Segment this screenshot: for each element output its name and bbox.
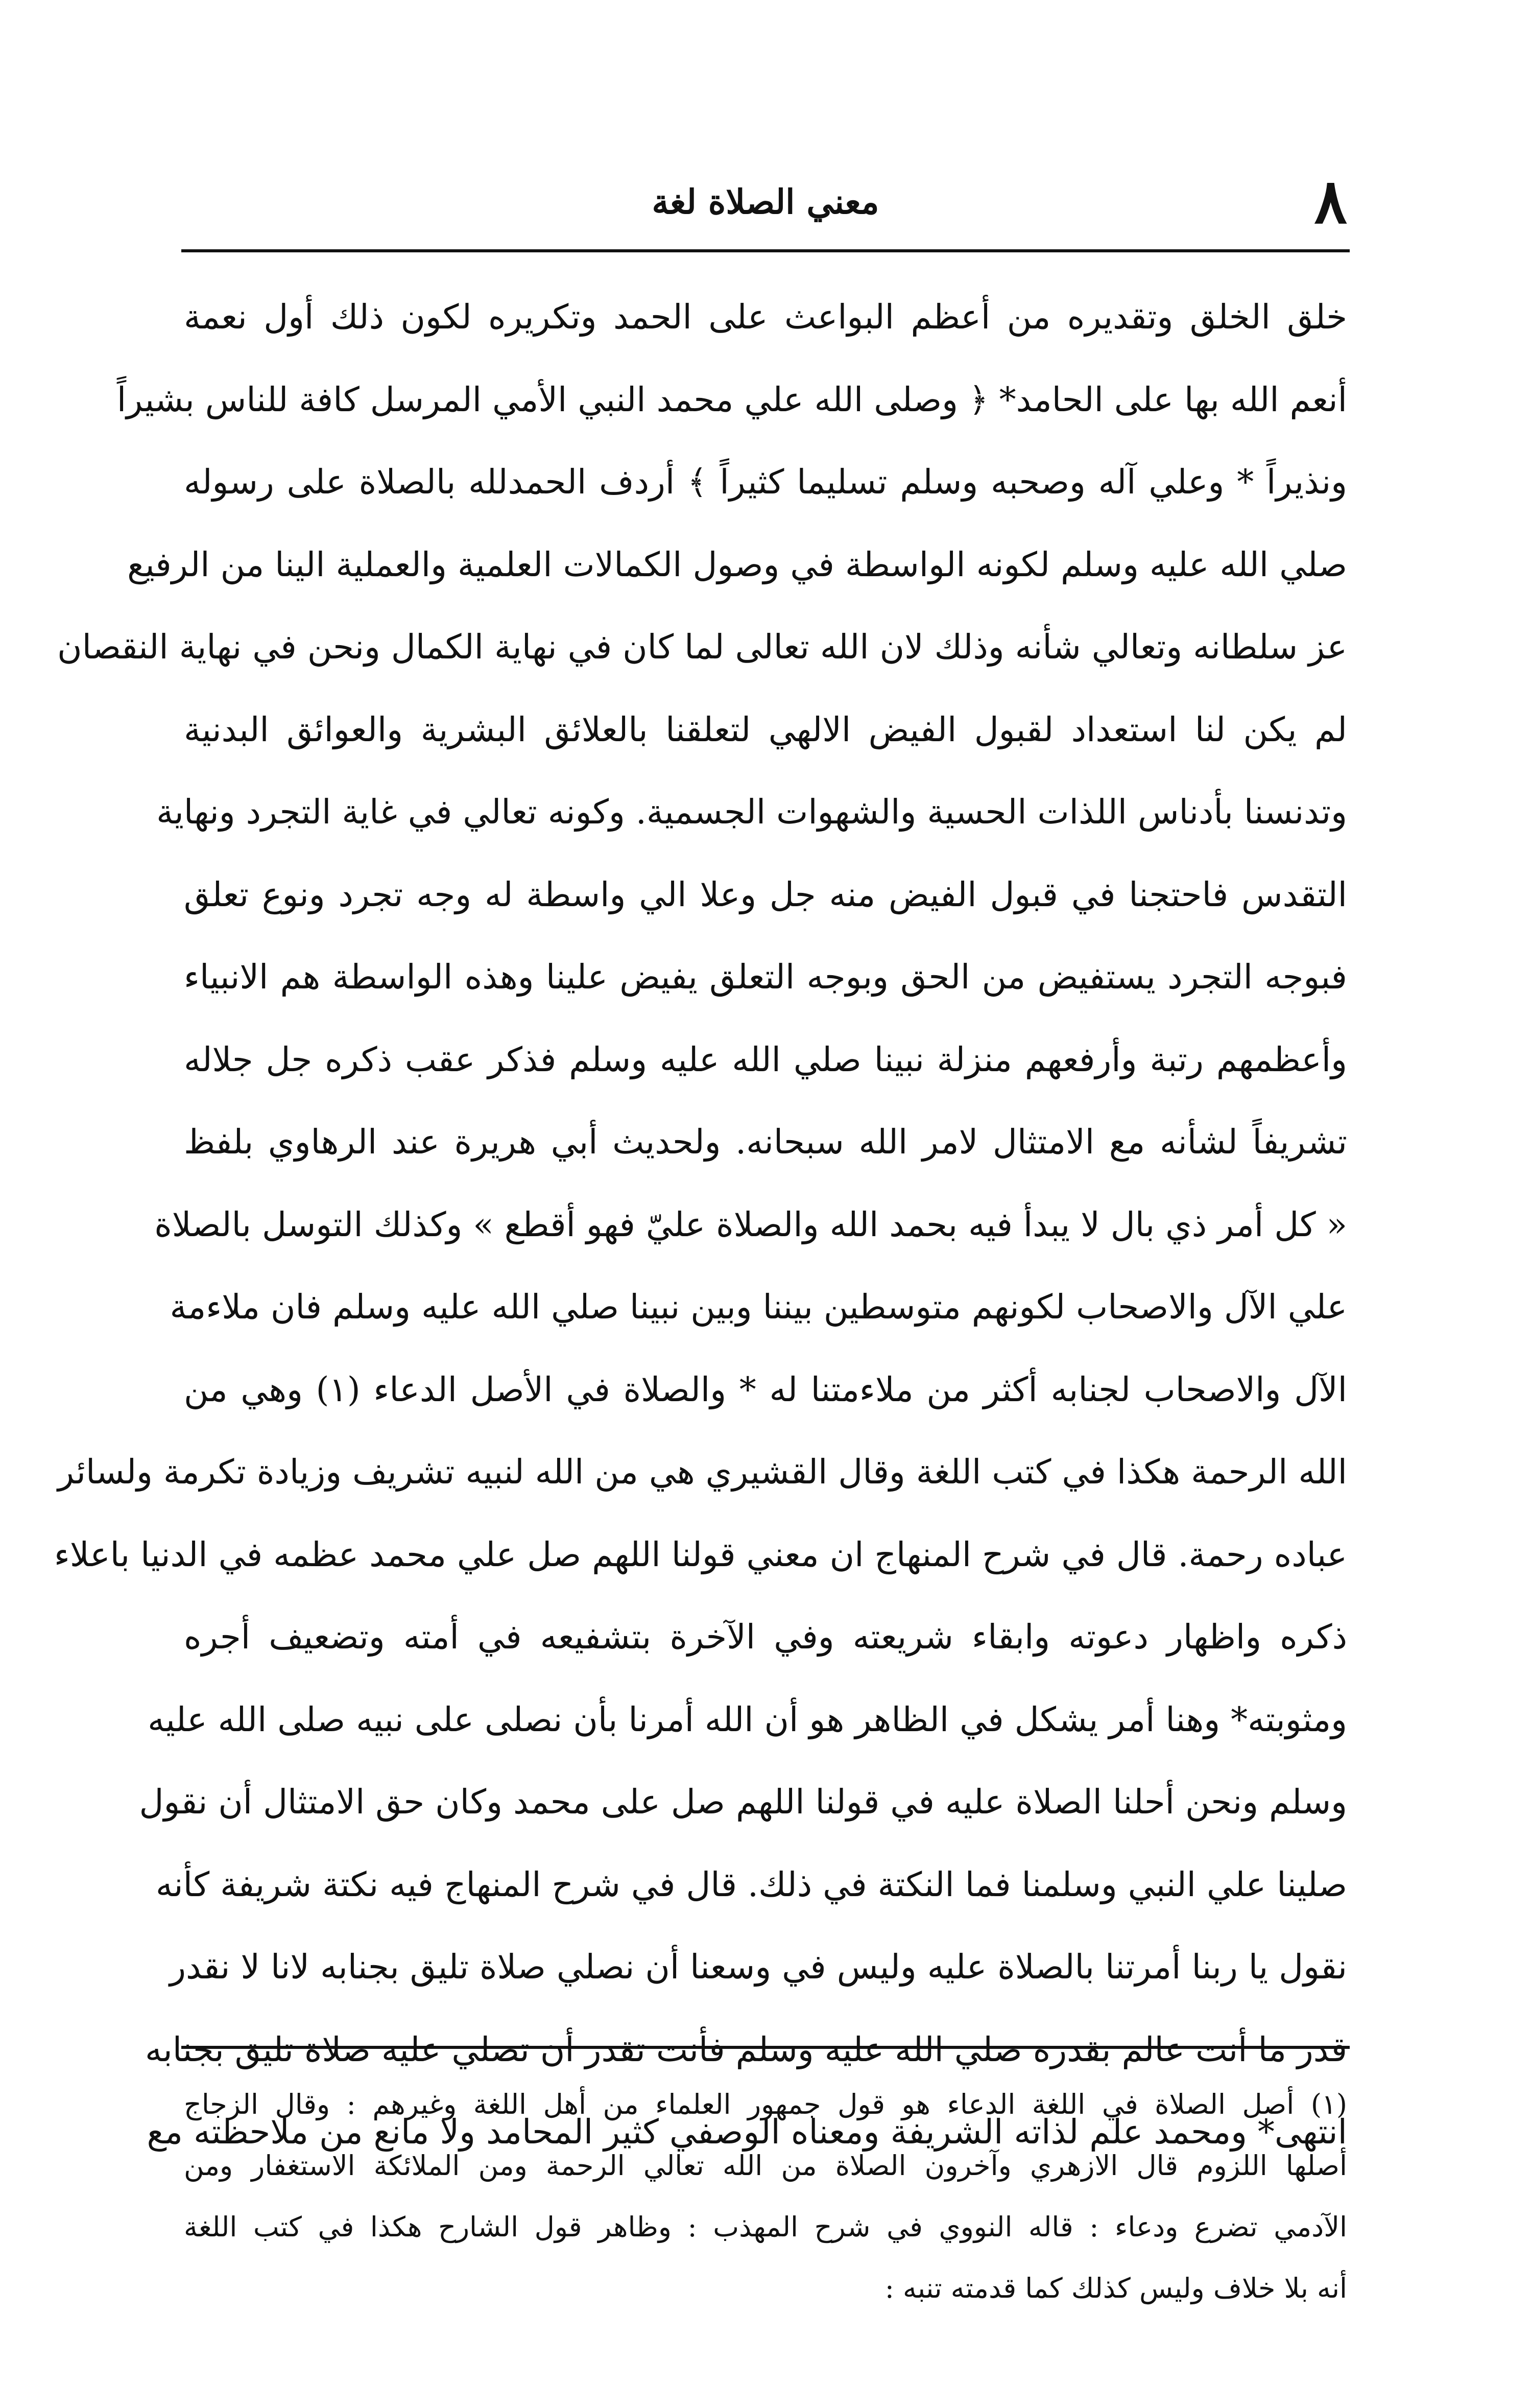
footnote-line: أنه بلا خلاف وليس كذلك كما قدمته تنبه : [884,2272,1347,2304]
text-line: ذكره واظهار دعوته وابقاء شريعته وفي الآخرة بتشفيعه في أمته وتضعيف أجره [184,1617,1347,1657]
page-header [184,163,1347,240]
text-line: صلي الله عليه وسلم لكونه الواسطة في وصول الكمالات العلمية والعملية الينا من الرفيع [127,545,1347,584]
text-line: خلق الخلق وتقديره من أعظم البواعث على الحمد وتكريره لكون ذلك أول نعمة [184,297,1347,337]
text-line: علي الآل والاصحاب لكونهم متوسطين بيننا وبين نبينا صلي الله عليه وسلم فان ملاءمة [170,1287,1347,1327]
text-line: ونذيراً * وعلي آله وصحبه وسلم تسليما كثيراً ﴾ أردف الحمدلله بالصلاة على رسوله [184,462,1347,502]
text-line: صلينا علي النبي وسلمنا فما النكتة في ذلك. قال في شرح المنهاج فيه نكتة شريفة كأنه [155,1864,1347,1904]
footnote-line: (١) أصل الصلاة في اللغة الدعاء هو قول جمهور العلماء من أهل اللغة وغيرهم : وقال الزجاج [184,2088,1347,2120]
text-line: عباده رحمة. قال في شرح المنهاج ان معني قولنا اللهم صل علي محمد عظمه في الدنيا باعلاء [54,1534,1347,1574]
text-line: « كل أمر ذي بال لا يبدأ فيه بحمد الله والصلاة عليّ فهو أقطع » وكذلك التوسل بالصلاة [154,1205,1347,1244]
text-line: تشريفاً لشأنه مع الامتثال لامر الله سبحانه. ولحديث أبي هريرة عند الرهاوي بلفظ [184,1122,1347,1162]
page-number: ٨ [1314,166,1347,238]
text-line: فبوجه التجرد يستفيض من الحق وبوجه التعلق يفيض علينا وهذه الواسطة هم الانبياء [184,957,1347,997]
text-line: أنعم الله بها على الحامد* ﴿ وصلى الله علي محمد النبي الأمي المرسل كافة للناس بشيراً [116,380,1347,419]
footnote-line: الآدمي تضرع ودعاء : قاله النووي في شرح المهذب : وظاهر قول الشارح هكذا في كتب اللغة [184,2211,1347,2243]
text-line: وسلم ونحن أحلنا الصلاة عليه في قولنا اللهم صل على محمد وكان حق الامتثال أن نقول [139,1782,1347,1822]
text-line: نقول يا ربنا أمرتنا بالصلاة عليه وليس في وسعنا أن نصلي صلاة تليق بجنابه لانا لا نقدر [170,1947,1347,1987]
footnote-line: أصلها اللزوم قال الازهري وآخرون الصلاة من الله تعالي الرحمة ومن الملائكة الاستغفار ومن [184,2150,1347,2182]
text-line: انتهى* ومحمد علم لذاته الشريفة ومعناه الوصفي كثير المحامد ولا مانع من ملاحظته مع [147,2112,1347,2152]
text-line: عز سلطانه وتعالي شأنه وذلك لان الله تعالى لما كان في نهاية الكمال ونحن في نهاية النقصان [57,627,1347,667]
text-line: قدر ما أنت عالم بقدره صلي الله عليه وسلم فأنت تقدر أن تصلي عليه صلاة تليق بجنابه [145,2029,1347,2069]
text-line: الله الرحمة هكذا في كتب اللغة وقال القشيري هي من الله لنبيه تشريف وزيادة تكرمة ولسائر [58,1452,1347,1492]
text-line: ومثوبته* وهنا أمر يشكل في الظاهر هو أن الله أمرنا بأن نصلى على نبيه صلى الله عليه [148,1699,1347,1739]
header-rule [181,249,1350,252]
text-line: لم يكن لنا استعداد لقبول الفيض الالهي لتعلقنا بالعلائق البشرية والعوائق البدنية [184,710,1347,749]
main-text [54,276,1347,2174]
text-line: وتدنسنا بأدناس اللذات الحسية والشهوات الجسمية. وكونه تعالي في غاية التجرد ونهاية [156,792,1347,832]
footnote [147,2074,1347,2319]
footnote-rule [181,2046,1350,2049]
text-line: الآل والاصحاب لجنابه أكثر من ملاءمتنا له * والصلاة في الأصل الدعاء (١) وهي من [184,1370,1347,1409]
running-title: معني الصلاة لغة [652,182,879,222]
text-line: التقدس فاحتجنا في قبول الفيض منه جل وعلا الي واسطة له وجه تجرد ونوع تعلق [184,875,1347,914]
text-line: وأعظمهم رتبة وأرفعهم منزلة نبينا صلي الله عليه وسلم فذكر عقب ذكره جل جلاله [184,1040,1347,1079]
